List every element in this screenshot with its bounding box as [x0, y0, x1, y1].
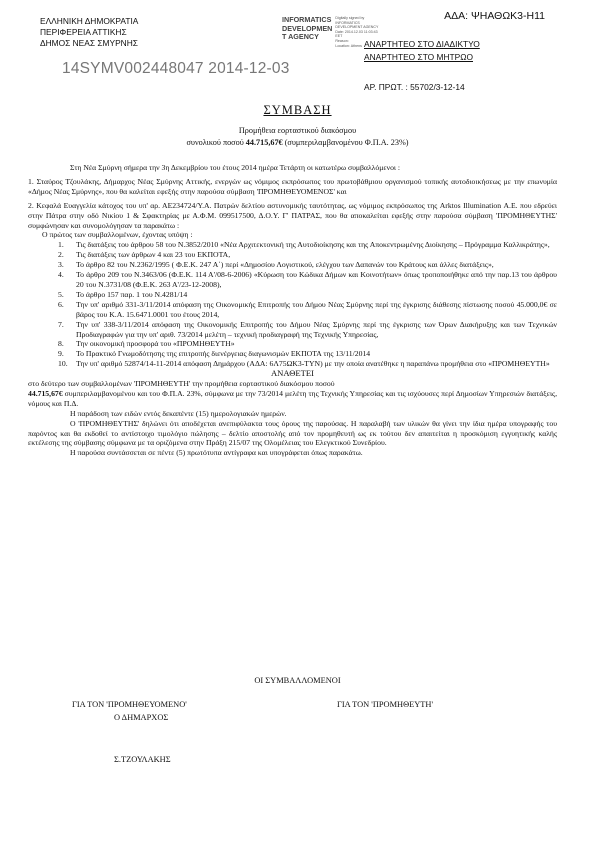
signatories-heading: ΟΙ ΣΥΜΒΑΛΛΟΜΕΝΟΙ — [254, 676, 341, 685]
header-line-municipality: ΔΗΜΟΣ ΝΕΑΣ ΣΜΥΡΝΗΣ — [40, 38, 138, 48]
list-item — [58, 300, 557, 320]
considerations-list — [58, 240, 557, 369]
assigns-text: συμπεριλαμβανομένου και του Φ.Π.Α. 23%, σύμφωνα με την 73/2014 μελέτη της Τεχνικής Υπηρεσίας και τις ισχύουσες περί Δημοσίων Υπηρεσιών διατάξεις, νόμους και Π.Δ. — [28, 388, 557, 408]
copies-paragraph: Η παρούσα συντάσσεται σε πέντε (5) πρωτότυπα αντίγραφα και υπογράφεται όπως παρακάτω. — [70, 448, 363, 458]
list-number: 5. — [58, 289, 64, 299]
list-item-text: Την υπ' αριθμό 52874/14-11-2014 απόφαση Δημάρχου (ΑΔΑ: 6Λ75ΩΚ3-ΤΥΝ) με την οποία ανατέθηκε η παραπάνω προμήθεια στο «ΠΡΟΜΗΘΕΥΤΗ» — [76, 359, 550, 369]
list-item — [58, 320, 557, 340]
list-item — [58, 240, 557, 250]
contract-title: ΣΥΜΒΑΣΗ — [263, 103, 332, 117]
signature-supplier-label: ΓΙΑ ΤΟΝ 'ΠΡΟΜΗΘΕΥΤΗ' — [337, 700, 433, 709]
assigns-heading: ΑΝΑΘΕΤΕΙ — [270, 368, 315, 379]
signature-mayor-label: Ο ΔΗΜΑΡΧΟΣ — [114, 713, 169, 722]
list-item-text: Το άρθρο 209 του Ν.3463/06 (Φ.Ε.Κ. 114 Α'/08-6-2006) «Κύρωση του Κώδικα Δήμων και Κοινοτήτων» όπως τροποποιήθηκε από την παρ.13 του άρθρου 20 του Ν.3731/08 (Φ.Ε.Κ. 263 Α'/23-12-2008), — [76, 270, 557, 289]
stamp-detail-line: DEVELOPMENT AGENCY — [335, 25, 379, 30]
subtitle-suffix: (συμπεριλαμβανομένου Φ.Π.Α. 23%) — [282, 138, 409, 147]
signatory-name: Σ.ΤΖΟΥΛΑΚΗΣ — [114, 755, 171, 764]
intro-paragraph: Στη Νέα Σμύρνη σήμερα την 3η Δεκεμβρίου του έτους 2014 ημέρα Τετάρτη οι κατωτέρω συμβαλλόμενοι : — [70, 163, 401, 172]
stamp-detail-line: Reason: — [335, 38, 349, 43]
ada-number: ΑΔΑ: ΨΗΑΘΩΚ3-Η11 — [444, 10, 545, 22]
issuer-header — [40, 16, 138, 49]
list-number: 3. — [58, 260, 64, 270]
list-item — [58, 349, 557, 359]
posting-notes — [364, 38, 480, 64]
header-line-region: ΠΕΡΙΦΕΡΕΙΑ ΑΤΤΙΚΗΣ — [40, 27, 127, 37]
subtitle-line-2 — [0, 137, 595, 149]
list-number: 4. — [58, 270, 64, 280]
stamp-detail-line: INFORMATICS — [335, 20, 360, 25]
list-item-text: Την υπ' 338-3/11/2014 απόφαση της Οικονομικής Επιτροπής του Δήμου Νέας Σμύρνης περί της έγκρισης των Όρων Διακήρυξης και των Τεχνικών Προδιαγραφών για την υπ' αριθ. 73/2014 μελέτη – τεχνική προδιαγραφή της Τεχνικής Υπηρεσίας, — [76, 319, 557, 339]
stamp-detail-line: Date: 2014.12.03 11:03:43 — [335, 29, 378, 34]
list-item-text: Τις διατάξεις του άρθρου 58 του Ν.3852/2010 «Νέα Αρχιτεκτονική της Αυτοδιοίκησης και της Αποκεντρωμένης Διοίκησης – Πρόγραμμα Καλλικράτης», — [76, 240, 550, 250]
list-number: 7. — [58, 319, 64, 329]
list-item-text: Το άρθρο 157 παρ. 1 του Ν.4281/14 — [76, 289, 188, 299]
contract-body — [28, 163, 557, 458]
subtitle-amount: 44.715,67€ — [245, 138, 283, 147]
posted-internet: ΑΝΑΡΤΗΤΕΟ ΣΤΟ ΔΙΑΔΙΚΤΥΟ — [364, 39, 480, 49]
signature-purchaser-label: ΓΙΑ ΤΟΝ 'ΠΡΟΜΗΘΕΥΟΜΕΝΟ' — [72, 700, 187, 709]
delivery-paragraph: Η παράδοση των ειδών εντός δεκαπέντε (15) ημερολογιακών ημερών. — [70, 408, 287, 418]
subtitle-prefix: συνολικού ποσού — [186, 138, 246, 147]
list-item — [58, 339, 557, 349]
list-item — [58, 260, 557, 270]
list-number: 2. — [58, 250, 64, 260]
party-2-paragraph: 2. Κεφαλά Ευαγγελία κάτοχος του υπ' αρ. ΑΕ234724/Υ.Α. Πατρών δελτίου αστυνομικής ταυτότητας, ως νόμιμος εκπρόσωπος της Arktos Illumination Α.Ε. που εδρεύει στην Πάτρα στην οδό Νικίου 1 & Σφακτηρίας με Α.Φ.Μ. 099517500, Δ.Ο.Υ. Γ' ΠΑΤΡΑΣ, που θα αποκαλείται εφεξής στην παρούσα σύμβαση 'ΠΡΟΜΗΘΕΥΤΗΣ' συμφώνησαν και συνομολόγησαν τα παρακάτω : — [28, 200, 557, 230]
list-item — [58, 250, 557, 260]
stamp-detail-line: EET — [335, 34, 343, 39]
list-number: 9. — [58, 349, 64, 359]
list-item-text: Το Πρακτικό Γνωμοδότησης της επιτροπής διενέργειας διαγωνισμών ΕΚΠΟΤΑ της 13/11/2014 — [76, 349, 371, 359]
stamp-detail-line: Digitally signed by — [335, 16, 365, 20]
contract-subtitle — [0, 125, 595, 149]
list-number: 10. — [58, 359, 68, 369]
assigns-paragraph-1: στο δεύτερο των συμβαλλομένων 'ΠΡΟΜΗΘΕΥΤΗ' την προμήθεια εορταστικού διακόσμου ποσού — [28, 379, 335, 389]
stamp-org-line: DEVELOPMEN — [282, 23, 333, 33]
list-item — [58, 270, 557, 290]
stamp-org-line: T AGENCY — [282, 32, 319, 41]
list-number: 8. — [58, 339, 64, 349]
list-item-text: Το άρθρο 82 του Ν.2362/1995 ( Φ.Ε.Κ. 247 Α΄) περί «Δημοσίου Λογιστικού, ελέγχου των Δαπανών του Κράτους και άλλες διατάξεις», — [76, 260, 494, 270]
stamp-organization — [282, 16, 332, 48]
list-item-text: Την υπ' αριθμό 331-3/11/2014 απόφαση της Οικονομικής Επιτροπής του Δήμου Νέας Σμύρνης περί της έγκρισης διάθεσης πίστωσης ποσού 45.000,0€ σε βάρος του Κ.Α. 15.6471.0001 του έτους 2014, — [76, 299, 557, 319]
posted-registry: ΑΝΑΡΤΗΤΕΟ ΣΤΟ ΜΗΤΡΩΟ — [364, 52, 473, 62]
list-item — [58, 290, 557, 300]
stamp-org-line: INFORMATICS — [282, 15, 332, 24]
stamp-detail-line: Location: Athens — [335, 43, 362, 48]
document-id: 14SYMV002448047 2014-12-03 — [62, 60, 290, 77]
supplier-declaration: Ο 'ΠΡΟΜΗΘΕΥΤΗΣ' δηλώνει ότι αποδέχεται ανεπιφύλακτα τους όρους της παρούσας. Η παραλαβή των υλικών θα γίνει την ίδια ημέρα υπογραφής του παρόντος και θα εκδοθεί το αντίστοιχο τιμολόγιο πώλησης – δελτίο αποστολής από τον προμηθευτή ως εκ τούτου δεν απαιτείται η προσκόμιση εγγυητικής καλής εκτέλεσης της σύμβασης σύμφωνα με τα οριζόμενα στην Πράξη 215/07 της Ολομέλειας του Ελεγκτικού Συνεδρίου. — [28, 418, 557, 448]
list-item-text: Την οικονομική προσφορά του «ΠΡΟΜΗΘΕΥΤΗ» — [76, 339, 235, 349]
header-line-country: ΕΛΛΗΝΙΚΗ ΔΗΜΟΚΡΑΤΙΑ — [40, 16, 139, 26]
assigns-amount: 44.715,67€ — [28, 388, 63, 398]
subtitle-line-1: Προμήθεια εορταστικού διακόσμου — [238, 126, 357, 135]
list-number: 1. — [58, 240, 64, 250]
first-party-intro: Ο πρώτος των συμβαλλομένων, έχοντας υπόψη : — [42, 230, 193, 240]
protocol-number: ΑΡ. ΠΡΩΤ. : 55702/3-12-14 — [364, 82, 465, 92]
list-item-text: Τις διατάξεις των άρθρων 4 και 23 του ΕΚΠΟΤΑ, — [76, 250, 231, 260]
assigns-paragraph-2 — [28, 389, 557, 409]
party-1-paragraph: 1. Σταύρος Τζουλάκης, Δήμαρχος Νέας Σμύρνης Αττικής, ενεργών ως νόμιμος εκπρόσωπος του πρωτοβάθμιου οργανισμού τοπικής αυτοδιοικήσεως με την επωνυμία «Δήμος Νέας Σμύρνης», που θα καλείται εφεξής στην παρούσα σύμβαση 'ΠΡΟΜΗΘΕΥΟΜΕΝΟΣ' και — [28, 176, 557, 196]
list-number: 6. — [58, 299, 64, 309]
